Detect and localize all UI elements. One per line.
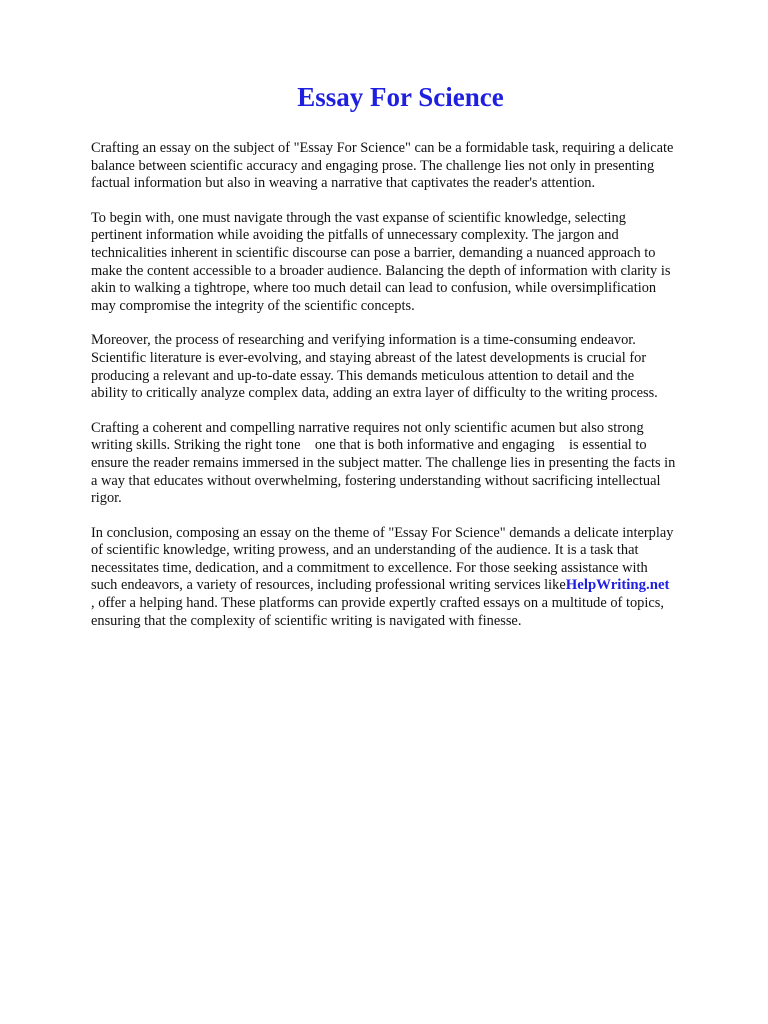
text-line: necessitates time, dedication, and a commitment to excellence. For those seeking assistance with xyxy=(91,559,648,576)
text-line: ensure the reader remains immersed in the subject matter. The challenge lies in presenting the facts in xyxy=(91,454,676,471)
text-line: In conclusion, composing an essay on the theme of "Essay For Science" demands a delicate interplay xyxy=(91,524,674,541)
text-line: make the content accessible to a broader audience. Balancing the depth of information with clarity is xyxy=(91,262,671,279)
text-line: ability to critically analyze complex data, adding an extra layer of difficulty to the writing process. xyxy=(91,385,658,402)
text-line: factual information but also in weaving a narrative that captivates the reader's attention. xyxy=(91,175,596,192)
paragraph-3 xyxy=(91,332,726,402)
paragraph-conclusion xyxy=(91,525,726,631)
essay-body xyxy=(91,140,726,630)
text-line: a way that educates without overwhelming, fostering understanding without sacrificing intellectual xyxy=(91,472,661,489)
link-line-prefix: such endeavors, a variety of resources, including professional writing services like xyxy=(91,577,566,594)
text-line: of scientific knowledge, writing prowess, and an understanding of the audience. It is a task that xyxy=(91,542,639,559)
text-line: , offer a helping hand. These platforms can provide expertly crafted essays on a multitude of topics, xyxy=(91,595,664,612)
text-line: Moreover, the process of researching and verifying information is a time-consuming endeavor. xyxy=(91,332,636,349)
text-line: Crafting an essay on the subject of "Essay For Science" can be a formidable task, requiring a delicate xyxy=(91,140,674,156)
text-line: rigor. xyxy=(91,490,122,507)
paragraph-1 xyxy=(91,140,726,193)
helpwriting-link[interactable]: HelpWriting.net xyxy=(565,577,670,594)
text-line-with-link xyxy=(91,577,726,595)
paragraph-4 xyxy=(91,420,726,508)
text-line: ensuring that the complexity of scientific writing is navigated with finesse. xyxy=(91,612,522,629)
text-line: may compromise the integrity of the scientific concepts. xyxy=(91,297,415,314)
text-line: writing skills. Striking the right tone one that is both informative and engaging is essential to xyxy=(91,437,647,454)
text-line: producing a relevant and up-to-date essay. This demands meticulous attention to detail and the xyxy=(91,367,635,384)
text-line: Scientific literature is ever-evolving, and staying abreast of the latest developments is crucial for xyxy=(91,349,647,366)
page-title: Essay For Science xyxy=(297,82,504,112)
text-line: To begin with, one must navigate through the vast expanse of scientific knowledge, selecting xyxy=(91,209,626,226)
text-line: pertinent information while avoiding the pitfalls of unnecessary complexity. The jargon and xyxy=(91,227,619,244)
paragraph-2 xyxy=(91,210,726,316)
text-line: technicalities inherent in scientific discourse can pose a barrier, demanding a nuanced approach to xyxy=(91,244,656,261)
text-line: Crafting a coherent and compelling narrative requires not only scientific acumen but also strong xyxy=(91,419,644,436)
text-line: balance between scientific accuracy and engaging prose. The challenge lies not only in presenting xyxy=(91,157,655,174)
text-line: akin to walking a tightrope, where too much detail can lead to confusion, while oversimplification xyxy=(91,280,657,297)
document-page xyxy=(91,80,726,647)
